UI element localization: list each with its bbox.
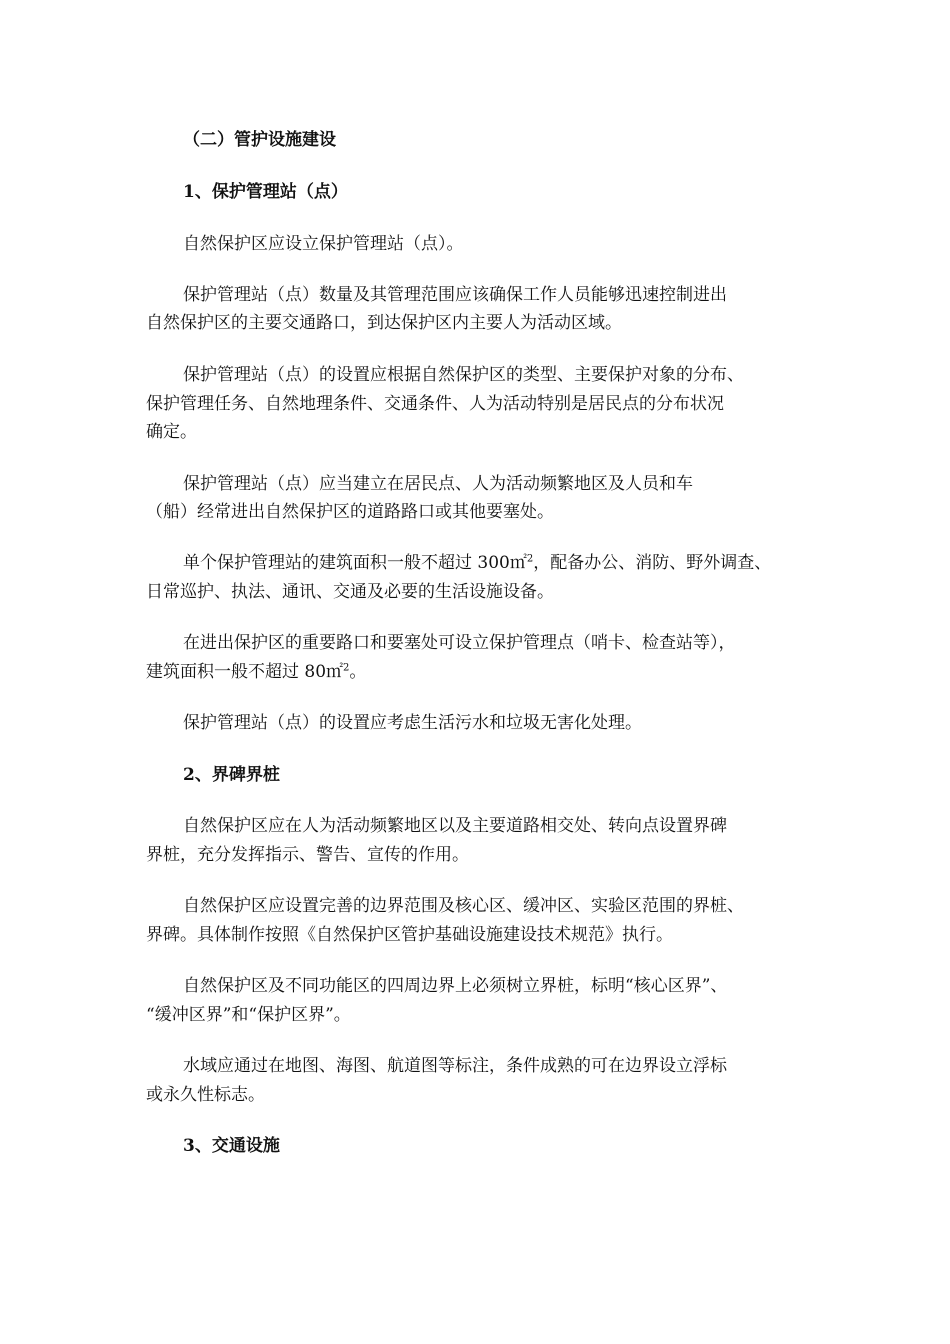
paragraph-line: 自然保护区的主要交通路口，到达保护区内主要人为活动区域。 (146, 313, 622, 333)
paragraph-line: （船）经常进出自然保护区的道路路口或其他要塞处。 (146, 502, 554, 522)
text-segment: 单个保护管理站的建筑面积一般不超过 300㎡ (183, 553, 527, 573)
text-segment: 建筑面积一般不超过 80㎡ (146, 662, 344, 682)
paragraph-line: 水域应通过在地图、海图、航道图等标注，条件成熟的可在边界设立浮标 (183, 1056, 727, 1076)
paragraph-line: 自然保护区应设置完善的边界范围及核心区、缓冲区、实验区范围的界桩、 (183, 896, 744, 916)
superscript: 2 (526, 553, 534, 565)
paragraph-line: 日常巡护、执法、通讯、交通及必要的生活设施设备。 (146, 582, 554, 602)
paragraph-line: 自然保护区应设立保护管理站（点）。 (183, 234, 464, 254)
paragraph-line: 自然保护区应在人为活动频繁地区以及主要道路相交处、转向点设置界碑 (183, 816, 727, 836)
paragraph-line: 确定。 (146, 422, 197, 442)
superscript: 2 (343, 662, 350, 674)
paragraph-line (146, 661, 366, 683)
paragraph-line: 自然保护区及不同功能区的四周边界上必须树立界桩，标明“核心区界”、 (183, 976, 728, 996)
paragraph-line: 保护管理站（点）的设置应考虑生活污水和垃圾无害化处理。 (183, 713, 642, 733)
paragraph-line: 界碑。具体制作按照《自然保护区管护基础设施建设技术规范》执行。 (146, 925, 673, 945)
subheading-boundary: 2、界碑界桩 (183, 765, 280, 785)
text-segment: ，配备办公、消防、野外调查、 (533, 553, 772, 573)
paragraph-line: “缓冲区界”和“保护区界”。 (146, 1005, 351, 1025)
paragraph-line: 保护管理站（点）应当建立在居民点、人为活动频繁地区及人员和车 (183, 474, 693, 494)
paragraph-line: 或永久性标志。 (146, 1085, 265, 1105)
paragraph-line: 保护管理任务、自然地理条件、交通条件、人为活动特别是居民点的分布状况 (146, 394, 724, 414)
section-heading: （二）管护设施建设 (183, 130, 336, 150)
paragraph-line: 保护管理站（点）数量及其管理范围应该确保工作人员能够迅速控制进出 (183, 285, 727, 305)
subheading-station: 1、保护管理站（点） (183, 182, 348, 202)
paragraph-line: 保护管理站（点）的设置应根据自然保护区的类型、主要保护对象的分布、 (183, 365, 744, 385)
paragraph-line: 界桩，充分发挥指示、警告、宣传的作用。 (146, 845, 469, 865)
subheading-transport: 3、交通设施 (183, 1136, 280, 1156)
paragraph-line (183, 552, 771, 574)
paragraph-line: 在进出保护区的重要路口和要塞处可设立保护管理点（哨卡、检查站等）， (183, 633, 736, 653)
text-segment: 。 (349, 662, 367, 682)
